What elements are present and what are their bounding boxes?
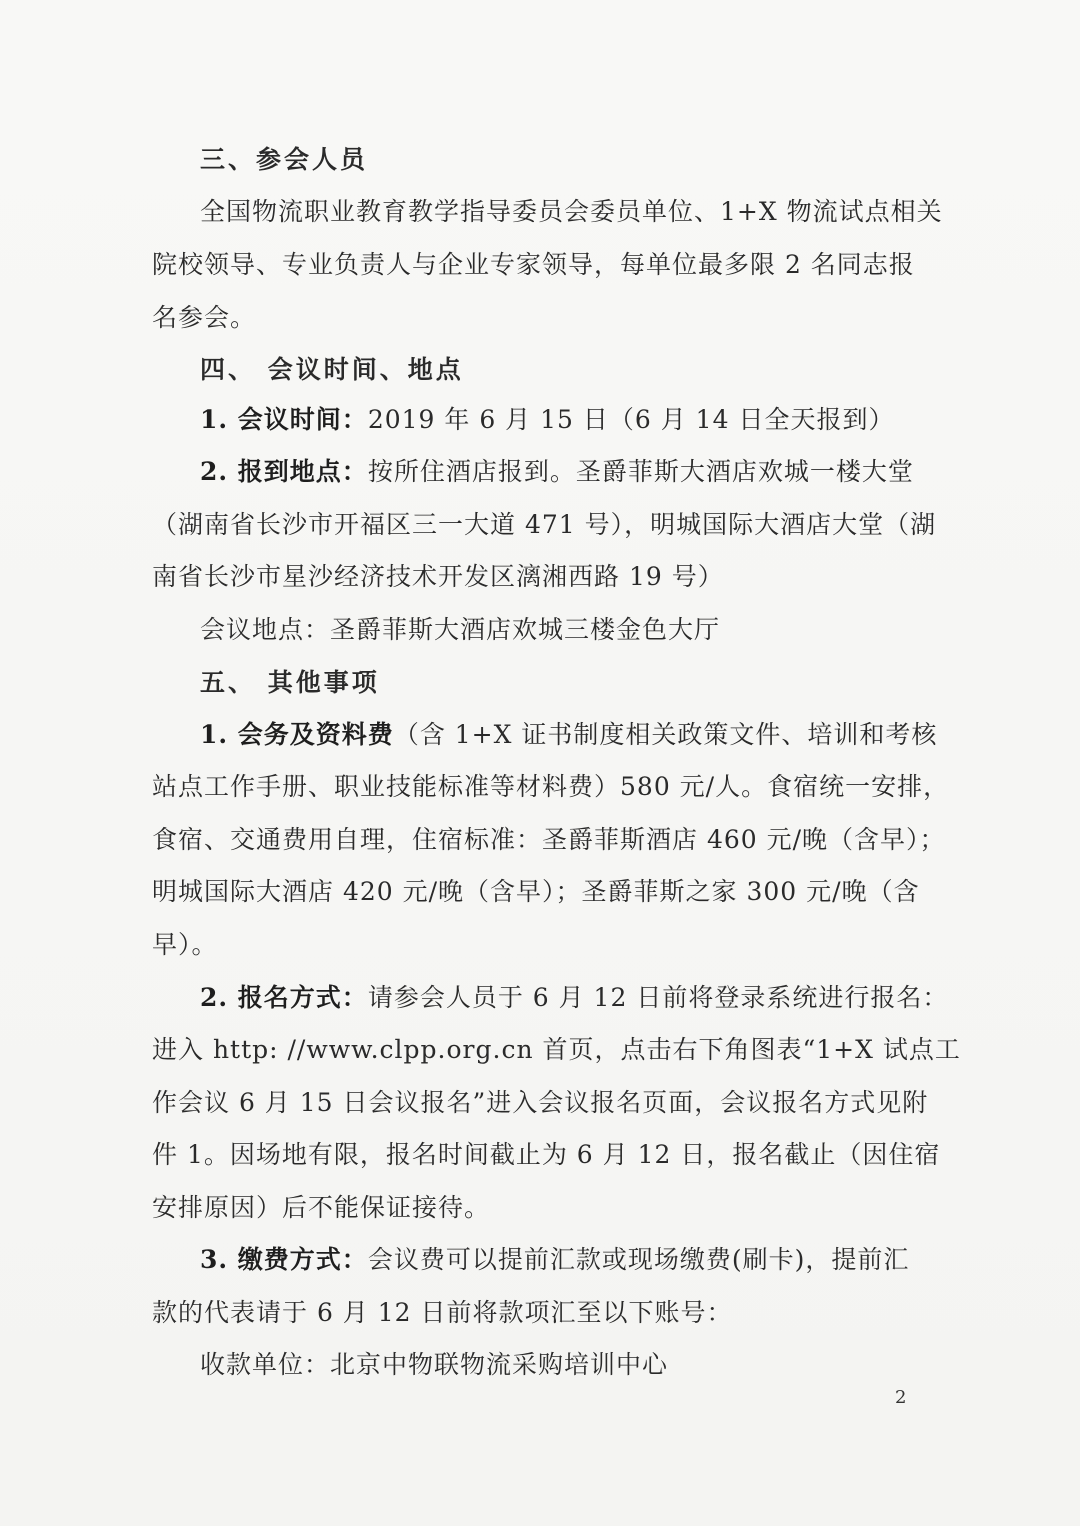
section-heading-other: 五、 其他事项 bbox=[200, 668, 380, 697]
item-label: 2. 报名方式： bbox=[200, 983, 368, 1012]
page-number: 2 bbox=[895, 1387, 907, 1408]
item-checkin-location bbox=[200, 457, 914, 487]
item-label: 2. 报到地点： bbox=[200, 457, 368, 486]
item-text: 会议费可以提前汇款或现场缴费(刷卡)，提前汇 bbox=[367, 1245, 910, 1274]
item-payment bbox=[200, 1245, 909, 1275]
item-label: 1. 会议时间： bbox=[200, 405, 368, 434]
paragraph-line: （湖南省长沙市开福区三一大道 471 号），明城国际大酒店大堂（湖 bbox=[152, 510, 937, 539]
paragraph-line: 明城国际大酒店 420 元/晚（含早）；圣爵菲斯之家 300 元/晚（含 bbox=[152, 877, 920, 906]
item-fees bbox=[200, 720, 937, 750]
item-text: 请参会人员于 6 月 12 日前将登录系统进行报名： bbox=[367, 983, 949, 1012]
item-text: 按所住酒店报到。圣爵菲斯大酒店欢城一楼大堂 bbox=[367, 457, 914, 486]
item-label: 3. 缴费方式： bbox=[200, 1245, 368, 1274]
meeting-venue: 会议地点：圣爵菲斯大酒店欢城三楼金色大厅 bbox=[200, 615, 721, 644]
paragraph-line: 款的代表请于 6 月 12 日前将款项汇至以下账号： bbox=[152, 1298, 733, 1327]
paragraph-line: 名参会。 bbox=[152, 303, 257, 332]
paragraph-line: 进入 http: //www.clpp.org.cn 首页，点击右下角图表“1+X 试点工 bbox=[152, 1035, 961, 1064]
paragraph-line: 全国物流职业教育教学指导委员会委员单位、1+X 物流试点相关 bbox=[200, 197, 943, 226]
paragraph-line: 站点工作手册、职业技能标准等材料费）580 元/人。食宿统一安排， bbox=[152, 772, 950, 801]
paragraph-line: 早）。 bbox=[152, 930, 218, 959]
item-label: 1. 会务及资料费 bbox=[200, 720, 394, 749]
item-meeting-time bbox=[200, 405, 894, 435]
paragraph-line: 作会议 6 月 15 日会议报名”进入会议报名页面，会议报名方式见附 bbox=[152, 1088, 929, 1117]
section-heading-attendees: 三、参会人员 bbox=[200, 145, 369, 174]
section-heading-time-venue: 四、 会议时间、地点 bbox=[200, 355, 464, 384]
item-text: 2019 年 6 月 15 日（6 月 14 日全天报到） bbox=[367, 405, 895, 434]
item-registration bbox=[200, 983, 948, 1013]
paragraph-line: 件 1。因场地有限，报名时间截止为 6 月 12 日，报名截止（因住宿 bbox=[152, 1140, 941, 1169]
paragraph-line: 南省长沙市星沙经济技术开发区漓湘西路 19 号） bbox=[152, 562, 724, 591]
payee: 收款单位：北京中物联物流采购培训中心 bbox=[200, 1350, 669, 1379]
item-text: （含 1+X 证书制度相关政策文件、培训和考核 bbox=[393, 720, 938, 749]
paragraph-line: 安排原因）后不能保证接待。 bbox=[152, 1193, 491, 1222]
paragraph-line: 院校领导、专业负责人与企业专家领导，每单位最多限 2 名同志报 bbox=[152, 250, 915, 279]
paragraph-line: 食宿、交通费用自理，住宿标准：圣爵菲斯酒店 460 元/晚（含早）； bbox=[152, 825, 946, 854]
